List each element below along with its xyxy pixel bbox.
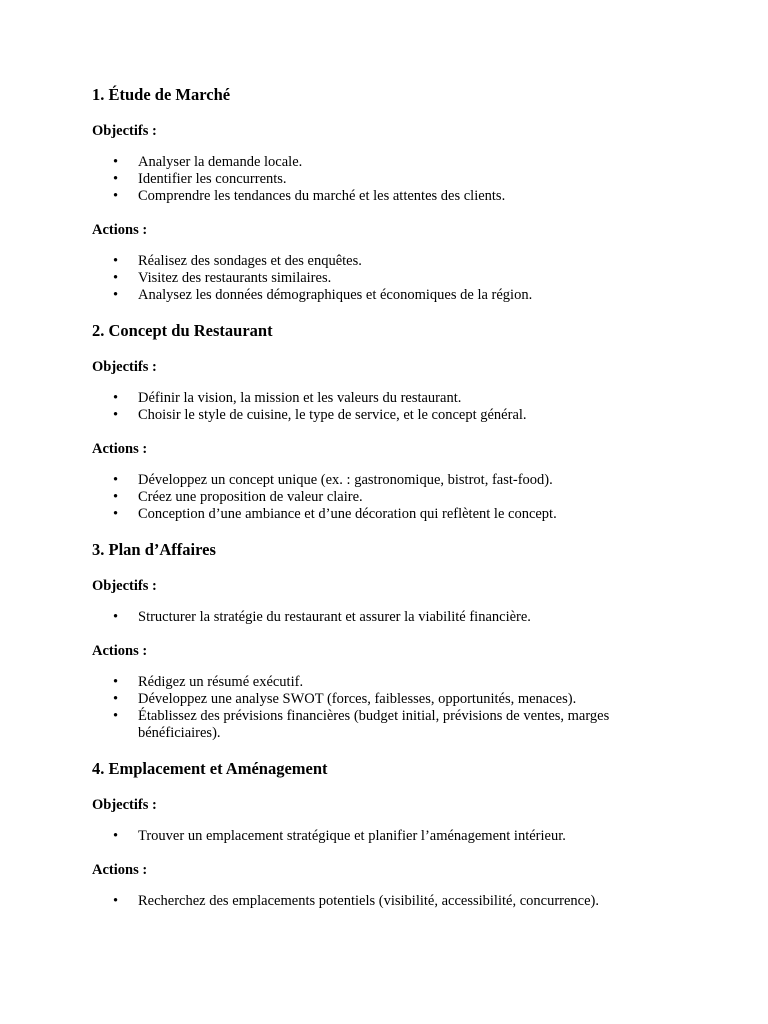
list-item: • Visitez des restaurants similaires. — [92, 270, 672, 287]
actions-list — [92, 472, 672, 523]
section-etude-de-marche — [92, 84, 672, 304]
list-item: • Structurer la stratégie du restaurant et assurer la viabilité financière. — [92, 609, 672, 626]
section-plan-d-affaires — [92, 539, 672, 742]
list-item: • Identifier les concurrents. — [92, 171, 672, 188]
actions-label: Actions : — [92, 862, 148, 878]
section-emplacement-et-amenagement — [92, 758, 672, 910]
objectifs-list — [92, 390, 672, 424]
list-item: • Établissez des prévisions financières (budget initial, prévisions de ventes, marges bénéficiaires). — [92, 708, 672, 742]
objectifs-list — [92, 609, 672, 626]
actions-label: Actions : — [92, 222, 148, 238]
section-title: 2. Concept du Restaurant — [92, 321, 273, 340]
actions-list — [92, 893, 672, 910]
actions-label: Actions : — [92, 643, 148, 659]
section-title: 3. Plan d’Affaires — [92, 540, 216, 559]
section-title: 4. Emplacement et Aménagement — [92, 759, 328, 778]
actions-list — [92, 253, 672, 304]
list-item: • Comprendre les tendances du marché et les attentes des clients. — [92, 188, 672, 205]
section-concept-du-restaurant — [92, 320, 672, 523]
actions-label: Actions : — [92, 441, 148, 457]
list-item: • Définir la vision, la mission et les valeurs du restaurant. — [92, 390, 672, 407]
objectifs-label: Objectifs : — [92, 359, 157, 375]
objectifs-label: Objectifs : — [92, 797, 157, 813]
objectifs-list — [92, 828, 672, 845]
list-item: • Créez une proposition de valeur claire. — [92, 489, 672, 506]
objectifs-list — [92, 154, 672, 205]
list-item: • Choisir le style de cuisine, le type de service, et le concept général. — [92, 407, 672, 424]
list-item: • Développez un concept unique (ex. : gastronomique, bistrot, fast-food). — [92, 472, 672, 489]
list-item: • Conception d’une ambiance et d’une décoration qui reflètent le concept. — [92, 506, 672, 523]
objectifs-label: Objectifs : — [92, 578, 157, 594]
list-item: • Réalisez des sondages et des enquêtes. — [92, 253, 672, 270]
objectifs-label: Objectifs : — [92, 123, 157, 139]
list-item: • Développez une analyse SWOT (forces, faiblesses, opportunités, menaces). — [92, 691, 672, 708]
list-item: • Trouver un emplacement stratégique et planifier l’aménagement intérieur. — [92, 828, 672, 845]
list-item: • Analyser la demande locale. — [92, 154, 672, 171]
list-item: • Rédigez un résumé exécutif. — [92, 674, 672, 691]
document-page — [92, 84, 672, 926]
actions-list — [92, 674, 672, 742]
section-title: 1. Étude de Marché — [92, 85, 231, 104]
list-item: • Recherchez des emplacements potentiels (visibilité, accessibilité, concurrence). — [92, 893, 672, 910]
list-item: • Analysez les données démographiques et économiques de la région. — [92, 287, 672, 304]
